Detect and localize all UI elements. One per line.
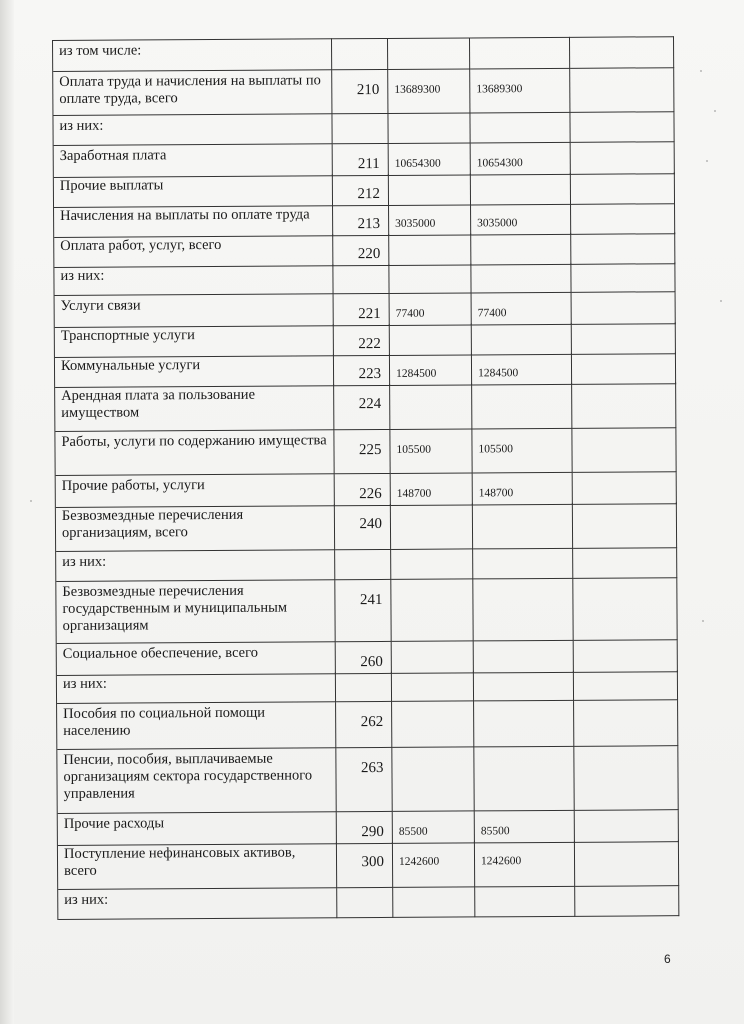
table-row [56, 746, 692, 814]
row-code-cell [335, 550, 391, 580]
row-code-cell: 212 [333, 174, 389, 206]
scan-speck [702, 620, 704, 622]
table-row [55, 548, 691, 582]
row-empty-cell [573, 472, 677, 505]
row-value-total-cell [389, 173, 471, 206]
page-number: 6 [664, 952, 671, 966]
page-edge-shadow [0, 0, 14, 1024]
row-value-cell [475, 887, 575, 918]
row-empty-cell [573, 548, 677, 579]
row-value-cell [471, 173, 571, 206]
row-value-total-cell [392, 671, 474, 702]
row-empty-cell [571, 142, 675, 175]
table-row [52, 36, 688, 72]
row-value-total-cell [388, 113, 470, 144]
row-value-cell: 3035000 [471, 203, 571, 236]
row-name-cell: Социальное обеспечение, всего [57, 642, 336, 676]
row-code-cell: 210 [332, 70, 388, 114]
row-empty-cell [570, 112, 674, 143]
row-empty-cell [572, 428, 676, 473]
row-code-cell: 300 [337, 842, 393, 888]
row-value-total-cell [388, 37, 470, 70]
row-value-cell [474, 641, 574, 674]
row-code-cell: 213 [333, 204, 389, 236]
row-value-cell [471, 263, 571, 294]
scan-speck [30, 500, 32, 502]
table-row [54, 292, 690, 326]
row-value-cell [473, 579, 573, 642]
row-value-total-cell [389, 263, 471, 294]
row-name-cell: Арендная плата за пользование имуществом [55, 384, 334, 432]
row-name-cell: Прочие расходы [58, 812, 337, 846]
row-value-cell [472, 383, 572, 430]
row-value-total-cell [392, 701, 474, 748]
table-row [53, 232, 689, 266]
row-name-cell: Безвозмездные перечисления организациям, всего [56, 504, 335, 552]
row-code-cell: 240 [335, 504, 391, 550]
scan-speck [714, 110, 716, 112]
row-code-cell: 226 [335, 474, 391, 506]
row-empty-cell [575, 886, 679, 917]
row-code-cell: 220 [333, 234, 389, 266]
row-code-cell [337, 888, 393, 918]
row-value-total-cell: 77400 [390, 293, 472, 326]
row-value-total-cell [391, 579, 473, 641]
scan-speck [706, 160, 708, 162]
table-row [53, 262, 689, 296]
row-value-total-cell: 13689300 [388, 69, 470, 114]
row-empty-cell [571, 172, 675, 205]
table-row [57, 840, 693, 890]
row-name-cell: Поступление нефинансовых активов, всего [58, 842, 337, 890]
row-value-cell: 148700 [473, 473, 573, 506]
table-row [54, 382, 690, 432]
row-value-cell [474, 747, 574, 812]
row-value-total-cell: 1242600 [393, 841, 475, 888]
table-row [55, 578, 691, 644]
row-empty-cell [573, 578, 677, 641]
row-value-cell [471, 233, 571, 266]
row-name-cell: из них: [53, 114, 332, 146]
row-value-cell: 105500 [472, 429, 572, 474]
row-code-cell: 290 [337, 812, 393, 844]
row-empty-cell [572, 352, 676, 385]
row-name-cell: Безвозмездные перечисления государственным и муниципальным организациям [56, 580, 335, 644]
table-row [54, 352, 690, 386]
row-value-total-cell [393, 887, 475, 918]
row-name-cell: из них: [58, 888, 337, 920]
table-row [54, 322, 690, 356]
row-empty-cell [572, 382, 676, 429]
table-row [57, 886, 693, 920]
row-value-cell: 1242600 [475, 841, 575, 888]
row-code-cell: 222 [334, 324, 390, 356]
row-value-cell: 13689300 [470, 69, 570, 114]
row-value-cell [474, 671, 574, 702]
row-value-cell: 1284500 [472, 353, 572, 386]
row-value-cell [472, 323, 572, 356]
row-code-cell: 262 [336, 702, 392, 748]
table-row [56, 700, 692, 750]
row-value-cell [470, 113, 570, 144]
table-row [57, 810, 693, 844]
row-name-cell: Услуги связи [55, 294, 334, 328]
table-row [53, 172, 689, 206]
row-name-cell: Работы, услуги по содержанию имущества [55, 430, 334, 476]
scan-speck [720, 300, 722, 302]
row-name-cell: из том числе: [53, 38, 332, 72]
row-empty-cell [575, 840, 679, 887]
row-value-total-cell: 148700 [391, 473, 473, 506]
row-name-cell: Начисления на выплаты по оплате труда [54, 204, 333, 238]
row-value-total-cell: 105500 [390, 429, 472, 474]
row-empty-cell [572, 322, 676, 355]
row-empty-cell [571, 262, 675, 293]
row-code-cell [332, 114, 388, 144]
row-value-cell [473, 549, 573, 580]
table-row [55, 502, 691, 552]
table-row [53, 202, 689, 236]
row-code-cell: 224 [334, 384, 390, 430]
row-code-cell: 211 [333, 144, 389, 176]
row-empty-cell [575, 810, 679, 843]
row-name-cell: Заработная плата [54, 144, 333, 178]
row-code-cell: 260 [336, 642, 392, 674]
row-value-total-cell: 3035000 [389, 203, 471, 236]
row-name-cell: Оплата работ, услуг, всего [54, 234, 333, 268]
row-value-cell: 85500 [475, 811, 575, 844]
row-name-cell: Прочие выплаты [54, 174, 333, 208]
row-value-total-cell: 85500 [393, 811, 475, 844]
row-name-cell: Прочие работы, услуги [56, 474, 335, 508]
row-empty-cell [574, 746, 678, 811]
row-code-cell: 263 [336, 748, 392, 812]
table-row [56, 640, 692, 674]
row-value-total-cell [390, 383, 472, 430]
table-row [54, 428, 690, 476]
row-code-cell [336, 672, 392, 702]
row-name-cell: из них: [54, 264, 333, 296]
row-empty-cell [570, 68, 674, 113]
row-name-cell: Оплата труда и начисления на выплаты по оплате труда, всего [53, 70, 332, 116]
row-value-total-cell [392, 641, 474, 674]
row-value-total-cell [390, 323, 472, 356]
row-empty-cell [572, 292, 676, 325]
scan-speck [700, 70, 702, 72]
row-code-cell [333, 264, 389, 294]
row-value-total-cell [392, 747, 474, 811]
row-value-cell: 10654300 [471, 143, 571, 176]
row-value-total-cell [391, 503, 473, 550]
row-name-cell: из них: [56, 550, 335, 582]
row-value-total-cell [391, 549, 473, 580]
row-empty-cell [574, 700, 678, 747]
row-value-cell: 77400 [472, 293, 572, 326]
row-code-cell [332, 38, 388, 70]
table-row [52, 112, 688, 146]
row-name-cell: Пособия по социальной помощи населению [57, 702, 336, 750]
row-value-total-cell [389, 233, 471, 266]
row-code-cell: 241 [335, 580, 391, 642]
row-value-cell [470, 37, 570, 70]
row-name-cell: Пенсии, пособия, выплачиваемые организациям сектора государственного управления [57, 748, 336, 814]
row-code-cell: 223 [334, 354, 390, 386]
table-row [53, 142, 689, 176]
row-name-cell: Транспортные услуги [55, 324, 334, 358]
row-value-total-cell: 1284500 [390, 353, 472, 386]
row-value-total-cell: 10654300 [389, 143, 471, 176]
table-row [56, 670, 692, 704]
row-empty-cell [571, 202, 675, 235]
row-empty-cell [571, 232, 675, 265]
row-value-cell [473, 503, 573, 550]
table-row [55, 472, 691, 506]
row-name-cell: Коммунальные услуги [55, 354, 334, 388]
table-row [52, 68, 688, 116]
budget-expense-table [52, 36, 693, 920]
row-code-cell: 225 [334, 430, 390, 474]
row-empty-cell [573, 502, 677, 549]
row-empty-cell [574, 670, 678, 701]
row-value-cell [474, 701, 574, 748]
row-empty-cell [574, 640, 678, 673]
row-empty-cell [570, 36, 674, 69]
row-code-cell: 221 [334, 294, 390, 326]
row-name-cell: из них: [57, 672, 336, 704]
